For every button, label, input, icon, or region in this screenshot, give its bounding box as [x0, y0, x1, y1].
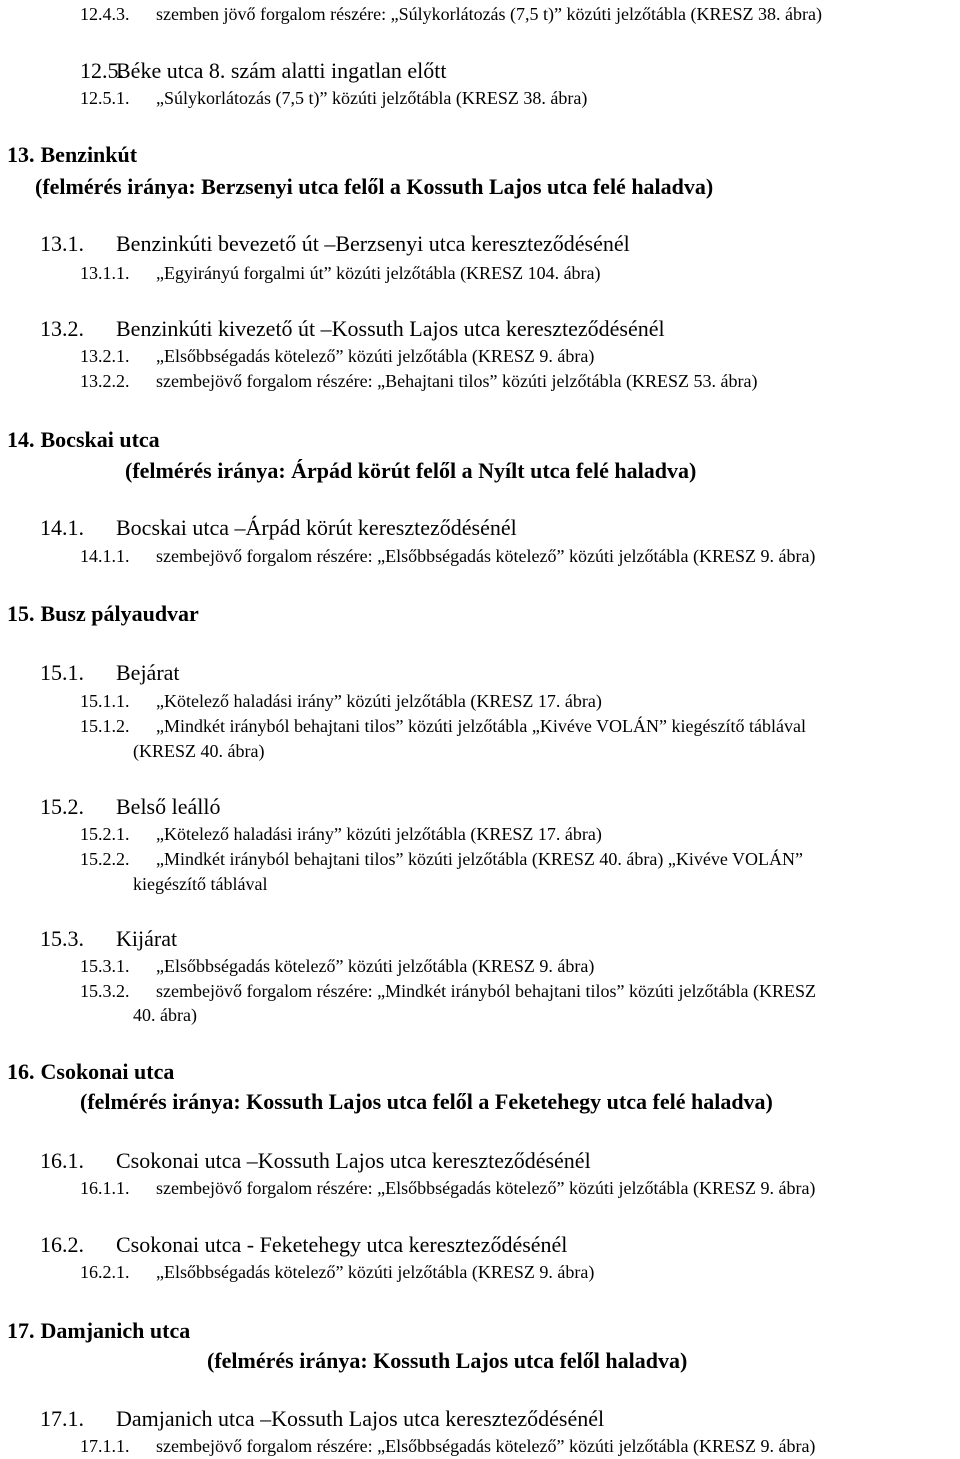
section-number: 13.2.	[40, 316, 84, 341]
subitem-15-1-2	[80, 717, 806, 735]
section-title: Kijárat	[116, 926, 178, 951]
item-text: 40. ábra)	[133, 1005, 197, 1025]
section-number: 14.1.	[40, 515, 84, 540]
chapter-heading-16	[7, 1061, 174, 1083]
subitem-15-1-2-cont	[133, 742, 264, 760]
section-title: Belső leálló	[116, 794, 221, 819]
chapter-number: 13.	[7, 142, 35, 167]
section-number: 15.3.	[40, 926, 84, 951]
item-text: „Mindkét irányból behajtani tilos” közúti jelzőtábla (KRESZ 40. ábra) „Kivéve VOLÁN”	[156, 849, 803, 869]
subitem-15-3-2-cont	[133, 1006, 197, 1024]
direction-text: (felmérés iránya: Kossuth Lajos utca felől a Feketehegy utca felé haladva)	[80, 1089, 773, 1114]
item-number: 13.2.2.	[80, 371, 130, 391]
chapter-direction-17	[207, 1350, 687, 1372]
item-number: 12.4.3.	[80, 4, 130, 24]
chapter-title: Csokonai utca	[40, 1059, 175, 1084]
section-13-2	[40, 318, 665, 340]
section-number: 15.2.	[40, 794, 84, 819]
subitem-13-2-1	[80, 347, 594, 365]
section-title: Béke utca 8. szám alatti ingatlan előtt	[116, 58, 447, 83]
chapter-number: 16.	[7, 1059, 35, 1084]
item-number: 16.1.1.	[80, 1178, 130, 1198]
item-text: szembejövő forgalom részére: „Behajtani tilos” közúti jelzőtábla (KRESZ 53. ábra)	[156, 371, 758, 391]
subitem-13-2-2	[80, 372, 757, 390]
item-text: szembejövő forgalom részére: „Elsőbbségadás kötelező” közúti jelzőtábla (KRESZ 9. ábra)	[156, 546, 816, 566]
item-text: „Kötelező haladási irány” közúti jelzőtábla (KRESZ 17. ábra)	[156, 824, 602, 844]
section-15-3	[40, 928, 177, 950]
chapter-title: Benzinkút	[40, 142, 138, 167]
section-17-1	[40, 1408, 604, 1430]
item-number: 15.1.1.	[80, 691, 130, 711]
subitem-15-1-1	[80, 692, 602, 710]
direction-text: (felmérés iránya: Árpád körút felől a Nyílt utca felé haladva)	[125, 458, 697, 483]
chapter-direction-16	[80, 1091, 773, 1113]
item-text: „Súlykorlátozás (7,5 t)” közúti jelzőtábla (KRESZ 38. ábra)	[156, 88, 588, 108]
item-number: 13.2.1.	[80, 346, 130, 366]
direction-text: (felmérés iránya: Kossuth Lajos utca felől haladva)	[207, 1348, 688, 1373]
chapter-direction-13	[35, 176, 713, 198]
section-title: Benzinkúti bevezető út –Berzsenyi utca kereszteződésénél	[116, 231, 630, 256]
section-title: Csokonai utca - Feketehegy utca kereszteződésénél	[116, 1232, 568, 1257]
chapter-heading-17	[7, 1320, 190, 1342]
item-number: 13.1.1.	[80, 263, 130, 283]
item-text: „Mindkét irányból behajtani tilos” közúti jelzőtábla „Kivéve VOLÁN” kiegészítő táblával	[156, 716, 806, 736]
subitem-15-3-1	[80, 957, 594, 975]
chapter-title: Damjanich utca	[40, 1318, 191, 1343]
item-number: 14.1.1.	[80, 546, 130, 566]
section-number: 17.1.	[40, 1406, 84, 1431]
item-number: 15.3.2.	[80, 981, 130, 1001]
section-title: Csokonai utca –Kossuth Lajos utca kereszteződésénél	[116, 1148, 591, 1173]
section-title: Bocskai utca –Árpád körút kereszteződésénél	[116, 515, 517, 540]
item-text: szembejövő forgalom részére: „Mindkét irányból behajtani tilos” közúti jelzőtábla (KRESZ	[156, 981, 816, 1001]
section-16-1	[40, 1150, 591, 1172]
item-text: „Elsőbbségadás kötelező” közúti jelzőtábla (KRESZ 9. ábra)	[156, 346, 595, 366]
item-text: szembejövő forgalom részére: „Elsőbbségadás kötelező” közúti jelzőtábla (KRESZ 9. ábra)	[156, 1436, 816, 1456]
section-number: 12.5.	[80, 58, 124, 83]
subitem-15-2-2	[80, 850, 803, 868]
subitem-14-1-1	[80, 547, 815, 565]
section-13-1	[40, 233, 630, 255]
item-text: szembejövő forgalom részére: „Elsőbbségadás kötelező” közúti jelzőtábla (KRESZ 9. ábra)	[156, 1178, 816, 1198]
chapter-heading-13	[7, 144, 137, 166]
chapter-heading-15	[7, 603, 199, 625]
subitem-15-2-1	[80, 825, 602, 843]
section-14-1	[40, 517, 517, 539]
section-title: Damjanich utca –Kossuth Lajos utca kereszteződésénél	[116, 1406, 605, 1431]
section-number: 13.1.	[40, 231, 84, 256]
subitem-17-1-1	[80, 1437, 815, 1455]
item-number: 15.1.2.	[80, 716, 130, 736]
section-title: Benzinkúti kivezető út –Kossuth Lajos utca kereszteződésénél	[116, 316, 665, 341]
item-number: 17.1.1.	[80, 1436, 130, 1456]
chapter-number: 17.	[7, 1318, 35, 1343]
item-text: „Elsőbbségadás kötelező” közúti jelzőtábla (KRESZ 9. ábra)	[156, 1262, 595, 1282]
chapter-direction-14	[125, 460, 696, 482]
chapter-number: 14.	[7, 427, 35, 452]
subitem-15-2-2-cont	[133, 875, 267, 893]
item-text: „Elsőbbségadás kötelező” közúti jelzőtábla (KRESZ 9. ábra)	[156, 956, 595, 976]
subitem-12-5-1	[80, 89, 587, 107]
subitem-15-3-2	[80, 982, 816, 1000]
section-15-1	[40, 662, 180, 684]
subitem-16-2-1	[80, 1263, 594, 1281]
subitem-16-1-1	[80, 1179, 815, 1197]
item-text: kiegészítő táblával	[133, 874, 268, 894]
subitem-13-1-1	[80, 264, 601, 282]
direction-text: (felmérés iránya: Berzsenyi utca felől a Kossuth Lajos utca felé haladva)	[35, 174, 714, 199]
item-number: 15.2.1.	[80, 824, 130, 844]
item-text: „Kötelező haladási irány” közúti jelzőtábla (KRESZ 17. ábra)	[156, 691, 602, 711]
section-12-5	[80, 60, 447, 82]
section-15-2	[40, 796, 220, 818]
chapter-heading-14	[7, 429, 160, 451]
chapter-title: Bocskai utca	[40, 427, 160, 452]
item-text: (KRESZ 40. ábra)	[133, 741, 265, 761]
subitem-12-4-3	[80, 5, 822, 23]
item-number: 12.5.1.	[80, 88, 130, 108]
section-number: 16.2.	[40, 1232, 84, 1257]
section-number: 15.1.	[40, 660, 84, 685]
chapter-title: Busz pályaudvar	[40, 601, 199, 626]
item-number: 15.3.1.	[80, 956, 130, 976]
section-16-2	[40, 1234, 567, 1256]
item-text: szemben jövő forgalom részére: „Súlykorlátozás (7,5 t)” közúti jelzőtábla (KRESZ 38. ábra)	[156, 4, 822, 24]
item-number: 15.2.2.	[80, 849, 130, 869]
item-number: 16.2.1.	[80, 1262, 130, 1282]
chapter-number: 15.	[7, 601, 35, 626]
section-title: Bejárat	[116, 660, 180, 685]
section-number: 16.1.	[40, 1148, 84, 1173]
item-text: „Egyirányú forgalmi út” közúti jelzőtábla (KRESZ 104. ábra)	[156, 263, 601, 283]
